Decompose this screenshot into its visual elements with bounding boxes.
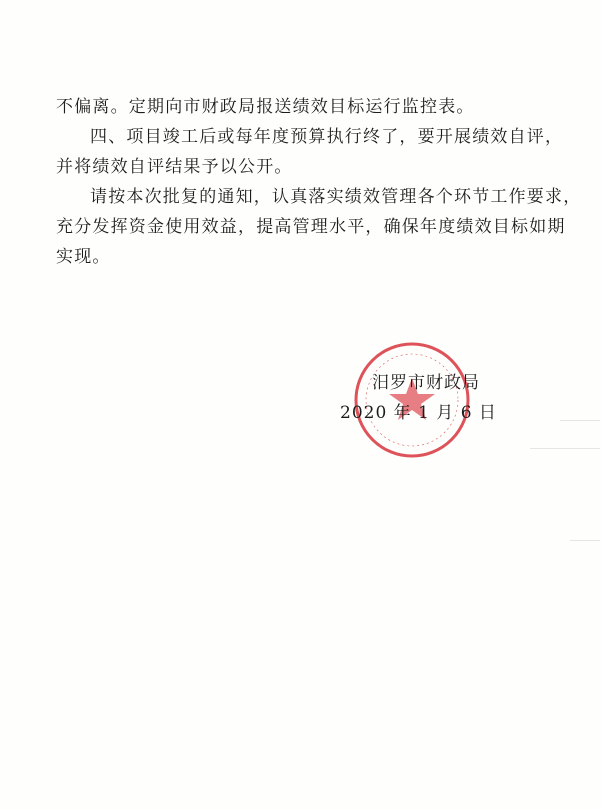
scan-artifact — [530, 448, 600, 449]
paragraph-line: 实现。 — [56, 247, 111, 267]
paragraph-line: 不偏离。定期向市财政局报送绩效目标运行监控表。 — [56, 97, 475, 117]
paragraph-line: 并将绩效自评结果予以公开。 — [56, 157, 293, 177]
paragraph-line: 充分发挥资金使用效益，提高管理水平，确保年度绩效目标如期 — [56, 217, 566, 237]
paragraph-line: 四、项目竣工后或每年度预算执行终了，要开展绩效自评， — [90, 127, 564, 147]
paragraph-closing-request — [56, 182, 582, 272]
paragraph-item-four — [56, 122, 564, 182]
paragraph-line: 请按本次批复的通知，认真落实绩效管理各个环节工作要求， — [90, 187, 582, 207]
scan-artifact — [560, 420, 600, 421]
paragraph-continuation — [56, 92, 556, 122]
issue-date: 2020 年 1 月 6 日 — [340, 403, 497, 423]
signature-block — [340, 368, 497, 428]
issuing-organization: 汨罗市财政局 — [372, 373, 480, 393]
scan-artifact — [570, 540, 600, 541]
